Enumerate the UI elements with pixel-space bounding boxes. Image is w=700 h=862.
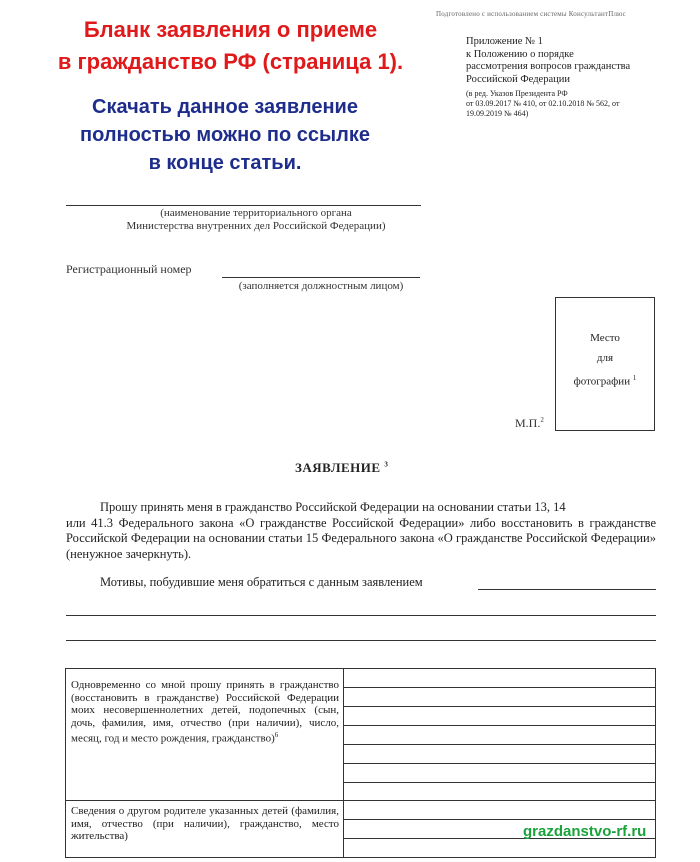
statement-line1: Прошу принять меня в гражданство Российской Федерации на основании статьи 13, 14: [100, 500, 566, 514]
statement-heading-text: ЗАЯВЛЕНИЕ: [295, 460, 381, 475]
stamp-label: М.П.: [515, 416, 541, 430]
registration-caption: (заполняется должностным лицом): [238, 280, 404, 292]
children-label: Одновременно со мной прошу принять в гражданство (восстановить в гражданстве) Российской Федерации моих несовершеннолетних детей, подопечных (сын, дочь, фамилия, имя, отчество (при наличии), число, месяц, год и место рождения, гражданство): [71, 679, 339, 746]
parent-label: Сведения о другом родителе указанных детей (фамилия, имя, отчество (при наличии), гражданство, место жительства): [71, 805, 339, 843]
photo-footnote: 1: [632, 374, 637, 382]
registration-line: [222, 277, 420, 278]
motives-line-2: [66, 615, 656, 616]
entry-line: [344, 688, 655, 707]
appendix-block: [466, 36, 694, 119]
photo-label-line3: фотографии: [573, 375, 631, 388]
children-cell: [66, 669, 344, 801]
motives-line-3: [66, 640, 656, 641]
motives-line-1: [478, 589, 656, 590]
site-watermark[interactable]: grazdanstvo-rf.ru: [523, 823, 647, 840]
statement-rest: или 41.3 Федерального закона «О гражданстве Российской Федерации» либо восстановить в гражданстве Российской Федерации на основании статьи 15 Федерального закона «О гражданстве Российской Федерации» (ненужное зачеркнуть).: [66, 515, 656, 561]
download-note-line2: полностью можно по ссылке: [80, 124, 370, 146]
stamp-footnote: 2: [540, 416, 544, 424]
edition-line3: 19.09.2019 № 464): [466, 109, 529, 118]
motives-label: Мотивы, побудившие меня обратиться с данным заявлением: [100, 575, 423, 589]
organ-caption-line1: (наименование территориального органа: [160, 207, 352, 219]
organ-caption-line2: Министерства внутренних дел Российской Федерации): [126, 220, 386, 232]
photo-label-line3-wrap: [556, 368, 654, 392]
edition-note: [466, 89, 694, 119]
entry-line: [344, 707, 655, 726]
edition-line2: от 03.09.2017 № 410, от 02.10.2018 № 562, от: [466, 99, 620, 108]
entry-line: [344, 764, 655, 783]
photo-box: [555, 297, 655, 431]
banner-title: [8, 14, 453, 78]
appendix-line3: рассмотрения вопросов гражданства: [466, 61, 631, 72]
banner-title-line1: Бланк заявления о приеме: [83, 17, 378, 42]
edition-line1: (в ред. Указов Президента РФ: [466, 89, 568, 98]
photo-label-line1: Место: [590, 332, 620, 344]
entry-line: [344, 745, 655, 764]
statement-paragraph: [66, 500, 656, 562]
photo-label-line2: для: [596, 352, 614, 364]
stamp-place: [515, 416, 544, 431]
download-note-line1: Скачать данное заявление: [92, 96, 358, 118]
consultant-note: Подготовлено с использованием системы КонсультантПлюс: [436, 10, 626, 18]
download-note: [30, 93, 420, 177]
organ-line: [66, 205, 421, 206]
entry-line: [344, 726, 655, 745]
appendix-line4: Российской Федерации: [466, 73, 570, 85]
banner-title-line2: в гражданство РФ (страница 1).: [57, 49, 404, 74]
children-footnote: 6: [274, 731, 279, 740]
children-entry: [344, 669, 656, 801]
statement-heading: [295, 460, 388, 476]
entry-line: [344, 839, 655, 857]
appendix-number: Приложение № 1: [466, 36, 543, 47]
organ-caption: [66, 207, 446, 233]
statement-footnote: 3: [384, 460, 389, 469]
registration-label: Регистрационный номер: [66, 262, 192, 276]
table-row: [66, 669, 656, 801]
appendix-line2: к Положению о порядке: [466, 48, 574, 60]
download-note-line3: в конце статьи.: [148, 152, 302, 174]
entry-line: [344, 801, 655, 820]
entry-line: [344, 783, 655, 800]
parent-cell: [66, 801, 344, 858]
entry-line: [344, 669, 655, 688]
